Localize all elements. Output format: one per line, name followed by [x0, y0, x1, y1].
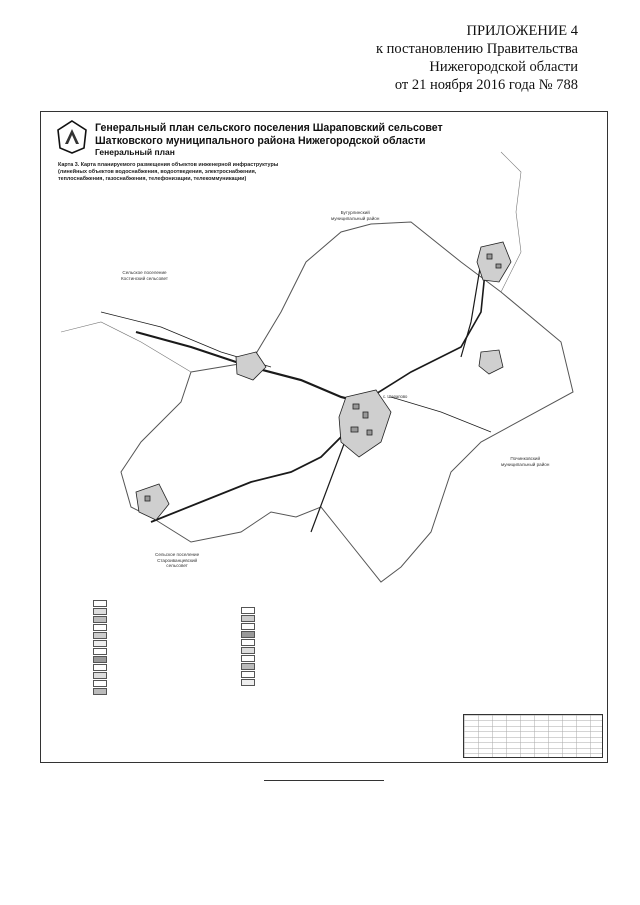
map-title — [95, 122, 443, 158]
map-title-line3: Генеральный план — [95, 147, 175, 157]
map-sheet — [40, 111, 608, 763]
label-top-region: Бутурлинский муниципальный район — [331, 210, 380, 221]
label-central-village: с. Шарапово — [383, 394, 408, 399]
signature-divider — [264, 780, 384, 781]
settlement-east — [479, 350, 503, 374]
legend-left — [93, 599, 111, 695]
region-emblem-icon — [57, 120, 87, 154]
card-caption-line1: Карта 3. Карта планируемого размещения объектов инженерной инфраструктуры — [58, 162, 279, 168]
appendix-date: от 21 ноября 2016 года № 788 — [394, 77, 578, 93]
settlement-west — [236, 352, 266, 380]
map-drawing — [41, 112, 608, 763]
settlement-central — [339, 390, 391, 457]
map-card-caption — [58, 162, 278, 183]
appendix-region: Нижегородской области — [429, 59, 578, 75]
appendix-decree: к постановлению Правительства — [376, 41, 578, 57]
label-left-settlement: Сельское поселение Костинский сельсовет — [121, 270, 169, 281]
appendix-header — [376, 22, 578, 94]
label-bottom-settlement: Сельское поселение Староиванцевский сельсовет — [155, 552, 200, 569]
title-block-stamp — [463, 714, 603, 758]
card-caption-line3: теплоснабжения, газоснабжения, телефонизации, телекоммуникации) — [58, 176, 247, 182]
settlement-northeast — [477, 242, 511, 282]
legend-right — [241, 606, 259, 686]
map-title-line2: Шатковского муниципального района Нижегородской области — [95, 134, 426, 147]
label-right-region: Починковский муниципальный район — [501, 456, 550, 467]
utility-line-east — [391, 397, 491, 432]
appendix-title: ПРИЛОЖЕНИЕ 4 — [466, 23, 578, 39]
map-title-line1: Генеральный план сельского поселения Шараповский сельсовет — [95, 122, 443, 134]
settlement-southwest — [136, 484, 169, 520]
card-caption-line2: (линейных объектов водоснабжения, водоотведения, электроснабжения, — [58, 169, 257, 175]
boundary-west — [61, 322, 191, 372]
